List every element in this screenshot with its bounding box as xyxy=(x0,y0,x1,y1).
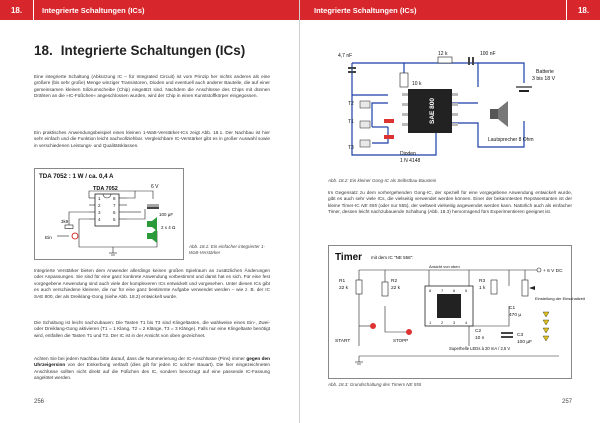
fig3-start-label: START xyxy=(335,339,351,344)
chapter-heading-number: 18. xyxy=(34,43,53,58)
timer-intro-a: Im Gegensatz zu dem vorhergehenden Gong-IC, der speziell für eine vorgegebene Anwendung entwickelt wurde, gibt es auch sehr viele ICs, die vielseitig verwendet werden können. Einer der bekanntesten Repräsentanten ist der kleine Timer-IC xyxy=(328,190,572,208)
pin-label: 4 xyxy=(98,217,101,222)
terminal-icon xyxy=(537,268,541,272)
paragraph-pin-order xyxy=(34,356,270,382)
push-button-icon xyxy=(360,101,370,147)
ground-icon xyxy=(355,356,363,364)
fig2-r2-label: 10 k xyxy=(412,81,422,87)
paragraph-intro: Eine integrierte Schaltung (Abkürzung IC – für Integrated Circuit) ist vom Prinzip her nichts anderes als eine größere (bis sehr große) Menge winziger Transistoren, Dioden und eventuell auch anderer Bauteile, die auf einer gemeinsamen kleinen Siliziumscheibe (Chip) eingeätzt sind. Nachdem die Anschlüsse des Chips mit dünnen Drähten an die »IC-Füßchen« angeschlossen wurden, wird der Chip in einen Kunststoffkörper eingegossen. xyxy=(34,74,270,99)
fig3-c1-value: 470 µ xyxy=(509,313,522,318)
paragraph-timer-intro xyxy=(328,190,572,216)
timer-ic-name: NE 555 xyxy=(361,202,377,208)
pin-label: 2 xyxy=(98,203,101,208)
fig2-t1-label: T1 xyxy=(348,119,354,125)
fig3-r1-value: 22 k xyxy=(339,286,349,291)
fig1-cap-label: 100 µF xyxy=(159,212,174,217)
fig3-title: Timer xyxy=(335,252,363,263)
fig2-c1-label: 4,7 nF xyxy=(338,53,353,59)
fig2-t3-label: T3 xyxy=(348,145,354,151)
fig1-supply-label: 6 V xyxy=(151,184,159,190)
page-number-left: 256 xyxy=(34,399,45,405)
resistor-symbol xyxy=(382,282,388,296)
fig1-speaker-label: 2 x 4 Ω xyxy=(161,225,176,230)
fig3-r2-value: 22 k xyxy=(391,286,401,291)
amplifier-schematic xyxy=(35,169,185,261)
fig3-c3: C3 xyxy=(517,333,524,338)
pin-label: 5 xyxy=(465,288,468,293)
gong-schematic xyxy=(328,43,572,175)
fig3-subtitle: mit dem IC "NE 556": xyxy=(371,255,414,260)
fig3-chip-view: Ansicht von oben xyxy=(429,264,460,269)
capacitor-symbol xyxy=(147,207,159,210)
fig3-stop-label: STOPP xyxy=(393,338,409,343)
fig1-chip-label: TDA 7052 xyxy=(93,186,118,192)
fig3-r1: R1 xyxy=(339,279,346,284)
fig2-battery-voltage: 3 bis 18 V xyxy=(532,76,556,82)
speaker-icon xyxy=(147,217,157,243)
resistor-symbol xyxy=(400,73,408,87)
fig3-r2: R2 xyxy=(391,279,398,284)
resistor-symbol xyxy=(65,225,73,229)
fig3-c2: C2 xyxy=(475,329,482,334)
fig3-r3-value: 1 k xyxy=(479,286,486,291)
pin-label: 4 xyxy=(465,320,468,325)
running-title: Integrierte Schaltungen (ICs) xyxy=(42,5,145,15)
fig3-adjust-label: Einstellung der Einschaltzeit xyxy=(535,296,586,301)
fig3-supply-label: + 6 V DC xyxy=(543,269,563,274)
pin-label: 3 xyxy=(453,320,456,325)
fig3-r3: R3 xyxy=(479,279,486,284)
ground-icon xyxy=(109,247,117,255)
paragraph-amplifier-limits: Integrierte Verstärker bieten dem Anwender allerdings keinen großen Spielraum an zusätzlichen Änderungen oder Anpassungen. Sie sind für eine ganz konkrete Anwendung vorbestimmt und damit hat es sich. Für eine fest vorgegebene Anwendung sind auch viele der komplexeren ICs entwickelt und vorgesehen. Unter diesen ICs gibt es auch verschiedene kleinere, die nur für eine ganz bestimmte Aufgabe verwendet werden – wie z. B. der IC SAE 800, der als Dreiklang-Gong (siehe Abb. 18.2) entwickelt wurde. xyxy=(34,268,270,299)
pin-label: 6 xyxy=(113,210,116,215)
fig2-diode-label: Dioden xyxy=(400,151,416,157)
right-page xyxy=(300,0,600,423)
resistor-symbol xyxy=(356,280,362,294)
pin-label: 1 xyxy=(98,196,101,201)
pin-label: 3 xyxy=(98,210,101,215)
fig2-r1-label: 12 k xyxy=(438,51,448,57)
ic-core xyxy=(437,294,461,318)
right-page-header xyxy=(300,0,600,20)
push-button-icon xyxy=(370,323,412,335)
paragraph-example: Ein praktisches Anwendungsbeispiel eines kleinen 1-Watt-Verstärker-ICs zeigt Abb. 18.1. Der Nachbau ist hier sehr einfach und die Funktion leicht nachvollziehbar. Vergleichbare IC-Verstärker gibt es in großer Auswahl sowie in verschiedenen Leistungs- und Qualitätsklassen. xyxy=(34,130,270,148)
chapter-number-tab: 18. xyxy=(0,0,34,20)
fig2-speaker-label: Lautsprecher 8 Ohm xyxy=(488,137,534,143)
pin-label: 1 xyxy=(429,320,432,325)
pin-order-text-a: Achten Sie bei jedem Nachbau bitte darauf, dass die Nummerierung der IC-Anschlüsse (Pins) immer xyxy=(34,356,247,361)
left-page-header xyxy=(0,0,299,20)
fig1-title: TDA 7052 : 1 W / ca. 0,4 A xyxy=(39,173,114,180)
led-icon xyxy=(543,312,549,341)
pin-order-emphasis: gegen den Uhrzeigersinn xyxy=(34,356,270,368)
potentiometer-symbol xyxy=(522,280,528,296)
input-jack-icon xyxy=(72,233,78,239)
figure-caption-18-3: Abb. 18.3: Grundschaltung des Timers NE 555 xyxy=(328,382,422,387)
pin-label: 2 xyxy=(441,320,444,325)
pin-label: 8 xyxy=(113,196,116,201)
diode-icon xyxy=(384,119,394,139)
pin-label: 7 xyxy=(113,203,116,208)
pin-label: 6 xyxy=(453,288,456,293)
battery-icon xyxy=(516,87,532,91)
chapter-number-tab: 18. xyxy=(566,0,600,20)
speaker-icon xyxy=(490,101,508,127)
pin-label: 7 xyxy=(441,288,444,293)
fig1-resistor-label: 3k9 xyxy=(61,219,69,224)
fig2-diode-type: 1 N 4148 xyxy=(400,158,421,164)
paragraph-gong-build: Die Schaltung ist leicht nachzubauen: Die Tasten T1 bis T3 sind Klingeltasten, die wahlweise einen Ein-, Zwei- oder Dreiklang-Gong aktivieren (T1 = 1 Klang, T2 = 2 Klänge, T3 = 3 Klänge). Falls nur eine Klingeltaste benötigt wird, entfallen die Tasten T1 und T2. Der IC ist in der Ansicht von oben gezeichnet. xyxy=(34,320,270,338)
fig1-input-label: Ein xyxy=(45,236,52,241)
pin-order-text-b: von der Einkerbung verläuft (dies gilt für jeden IC solcher Bauart). Die hier eingezeichneten Anschlüsse sollten nicht direkt auf die Füßchen des IC, sondern bevorzugt auf eine passende IC-Fassung angelötet werden. xyxy=(34,362,270,381)
figure-timer-circuit xyxy=(328,245,586,379)
chapter-heading xyxy=(34,43,245,58)
chapter-heading-title: Integrierte Schaltungen (ICs) xyxy=(60,43,246,58)
figure-caption-18-1: Abb. 18.1: Ein einfacher integrierter 1-Watt-Verstärker xyxy=(189,244,266,255)
figure-amplifier-circuit xyxy=(34,168,184,260)
resistor-symbol xyxy=(438,57,452,63)
fig3-c2-value: 10 n xyxy=(475,336,485,341)
pin-label: 8 xyxy=(429,288,432,293)
timer-schematic xyxy=(329,246,586,380)
fig3-led-label: Superhelle LEDs à 20 mA / 2,5 V xyxy=(449,346,511,351)
page-number-right: 257 xyxy=(561,399,572,405)
fig2-c2-label: 100 nF xyxy=(480,51,496,57)
figure-caption-18-2: Abb. 18.2: Ein kleiner Gong-IC als Selbstbau-Baustein xyxy=(328,178,437,183)
timer-intro-b: (oder nur 555), der weltweit vielseitig angewendet werden kann. Natürlich auch als einfacher Timer, dessen leicht nachzubauende Schaltung (Abb. 18.3) hervorragend fürs Experimentieren geeignet ist. xyxy=(328,202,573,215)
fig3-c1: C1 xyxy=(509,306,516,311)
fig2-battery-label: Batterie xyxy=(536,69,554,75)
figure-gong-circuit xyxy=(328,43,572,175)
pin-label: 5 xyxy=(113,217,116,222)
running-title: Integrierte Schaltungen (ICs) xyxy=(314,5,417,15)
fig3-c3-value: 100 µF xyxy=(517,340,533,345)
fig2-chip-label: SAE 800 xyxy=(429,97,436,125)
fig2-t2-label: T2 xyxy=(348,101,354,107)
resistor-symbol xyxy=(491,280,497,294)
